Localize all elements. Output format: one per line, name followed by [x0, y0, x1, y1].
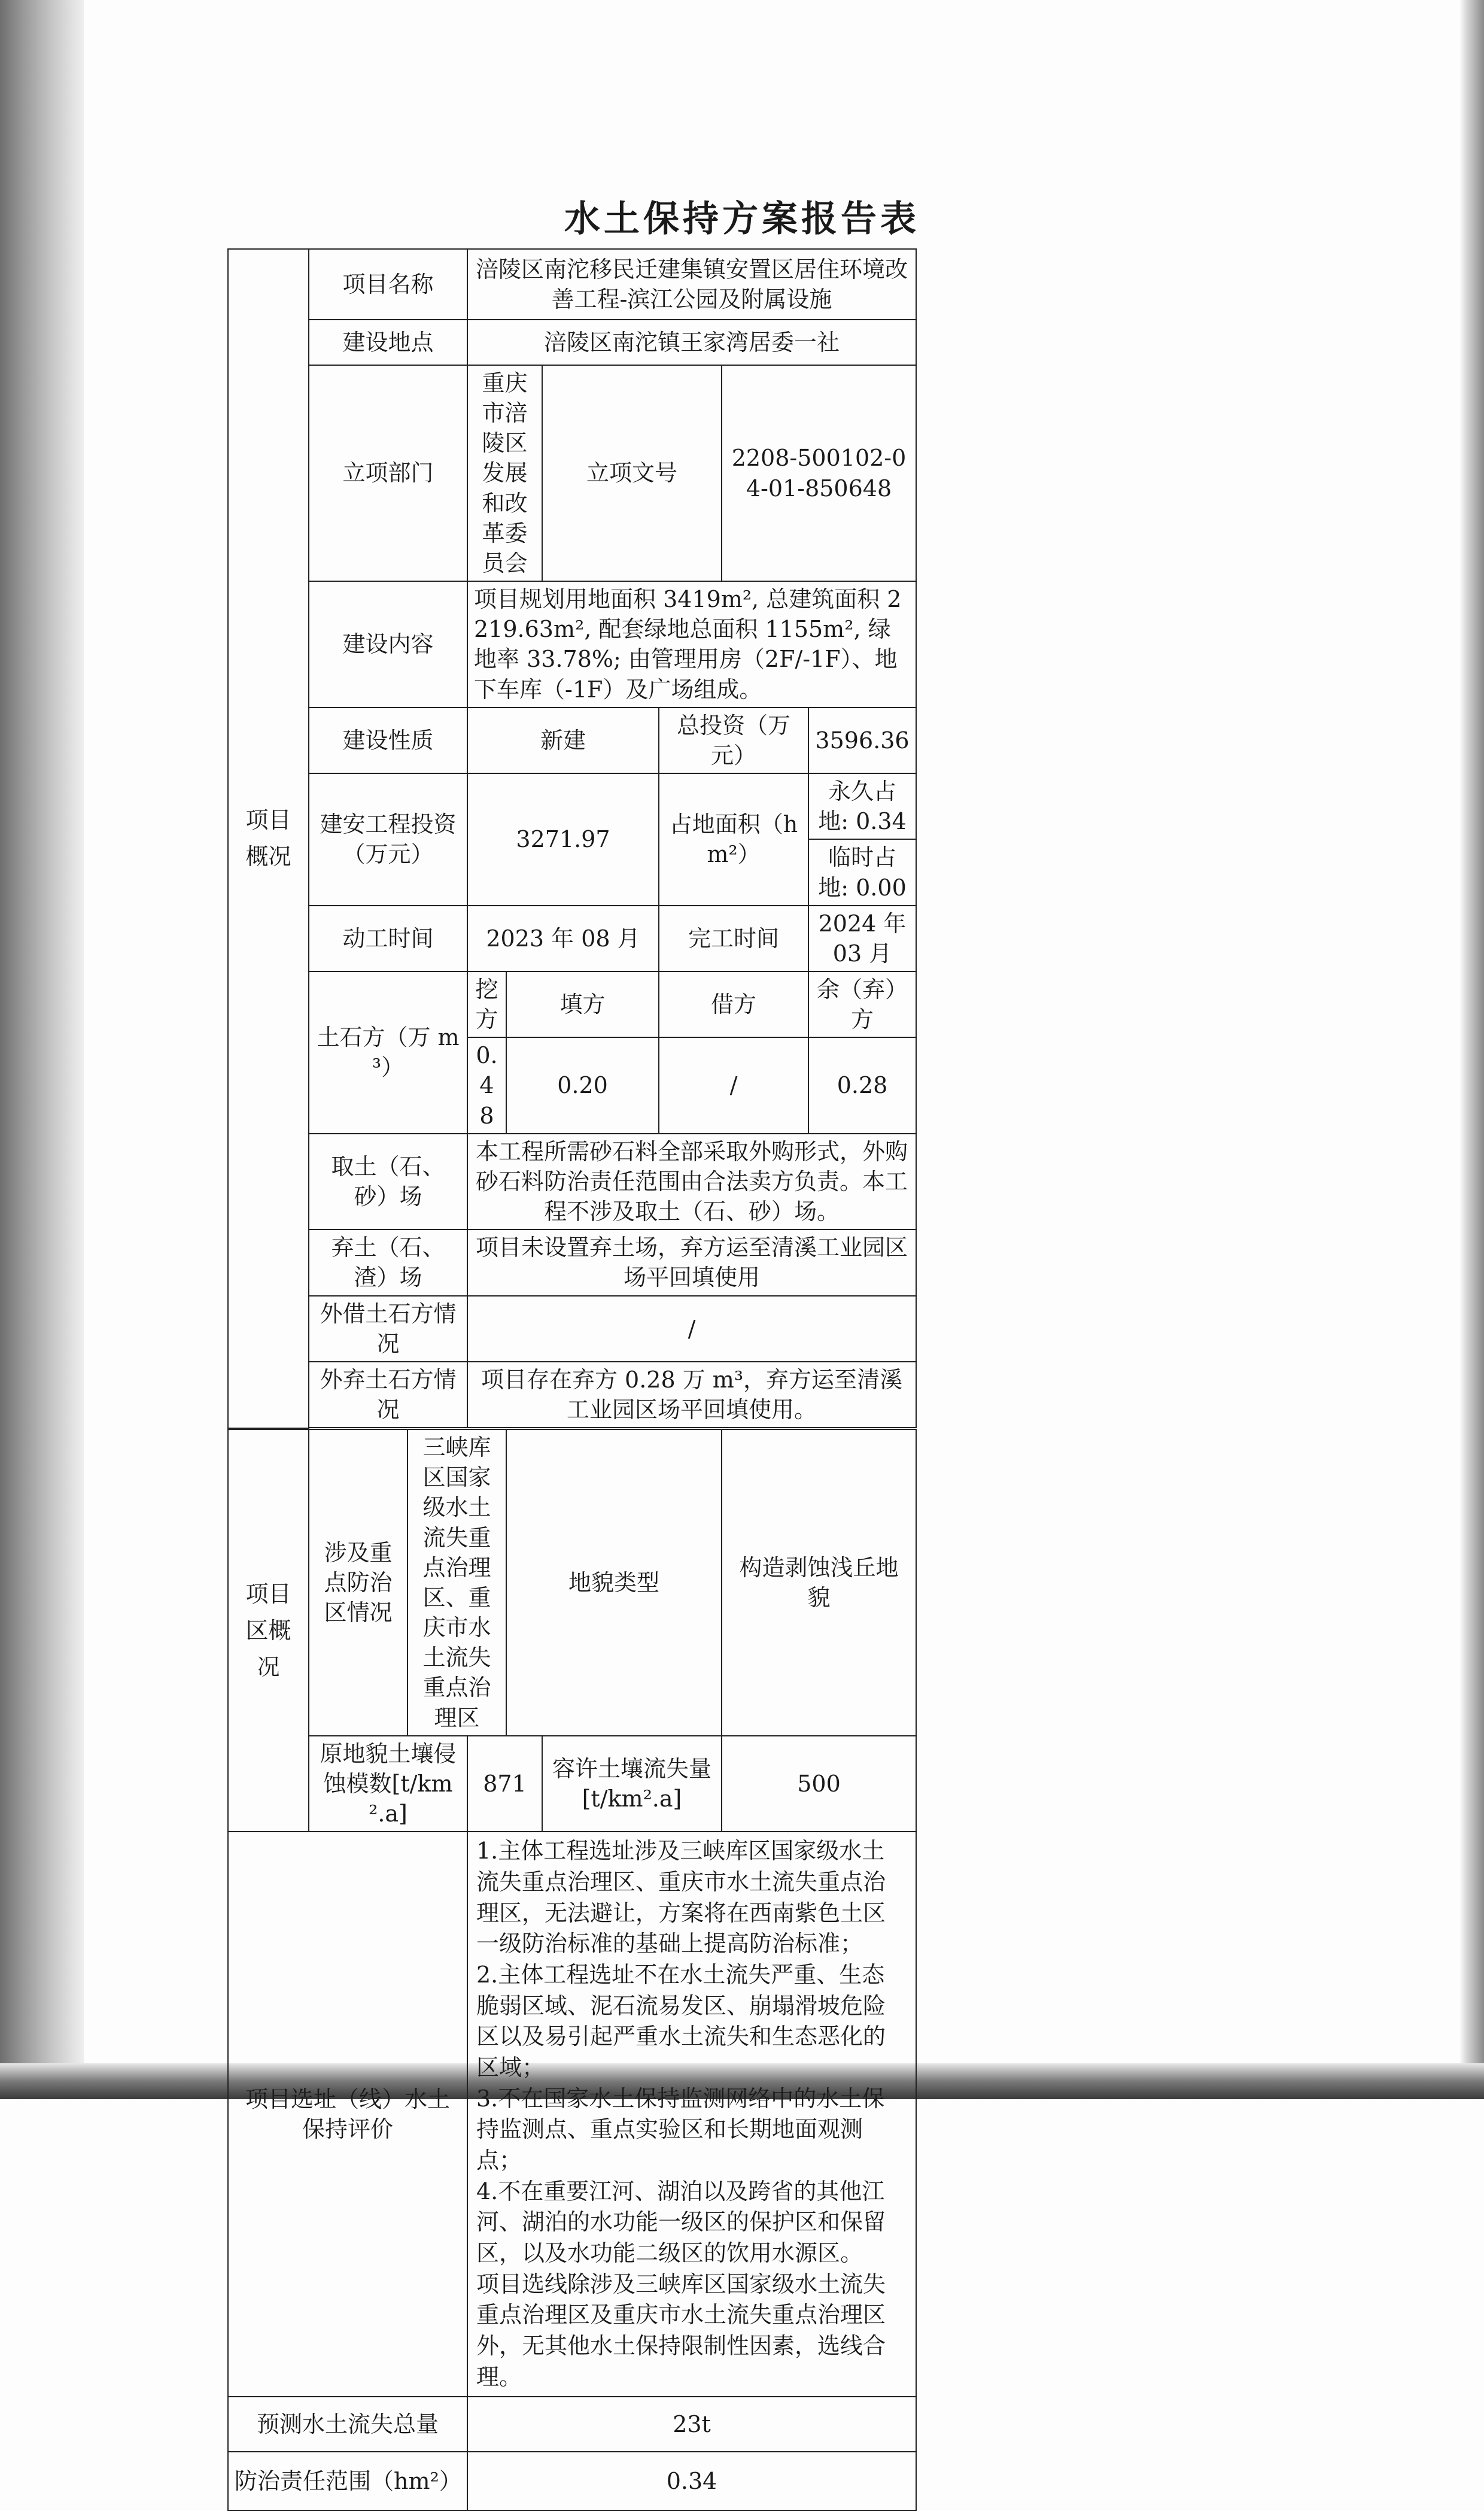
earthwork-label: 土石方（万 m³） [309, 971, 467, 1134]
report-table [227, 248, 917, 2511]
land-area-temporary: 临时占地: 0.00 [808, 839, 916, 905]
borrow-pit-value: 本工程所需砂石料全部采取外购形式，外购砂石料防治责任范围由合法卖方负责。本工程不涉及取土（石、砂）场。 [467, 1134, 916, 1229]
scan-shadow-left [0, 0, 84, 2099]
earthwork-value: / [659, 1037, 808, 1133]
external-spoil-value: 项目存在弃方 0.28 万 m³，弃方运至清溪工业园区场平回填使用。 [467, 1362, 916, 1428]
earthwork-header: 借方 [659, 971, 808, 1037]
site-evaluation-content [467, 1832, 916, 2397]
build-investment-label: 建安工程投资（万元） [309, 773, 467, 906]
end-value: 2024 年 03 月 [808, 906, 916, 971]
content-value: 项目规划用地面积 3419m², 总建筑面积 2219.63m², 配套绿地总面积 1155m², 绿地率 33.78%; 由管理用房（2F/-1F）、地下车库（-1F）及广场组成。 [467, 581, 916, 708]
project-name-value: 涪陵区南沱移民迁建集镇安置区居住环境改善工程-滨江公园及附属设施 [467, 249, 916, 320]
forecast-loss-value: 23t [467, 2397, 916, 2452]
site-evaluation-item: 3.不在国家水土保持监测网络中的水土保持监测点、重点实验区和长期地面观测点； [476, 2085, 885, 2173]
responsibility-scope-label: 防治责任范围（hm²） [228, 2452, 467, 2510]
spoil-site-value: 项目未设置弃土场，弃方运至清溪工业园区场平回填使用 [467, 1229, 916, 1295]
earthwork-value: 0.20 [506, 1037, 659, 1133]
location-label: 建设地点 [309, 320, 467, 365]
responsibility-scope-value: 0.34 [467, 2452, 916, 2510]
spoil-site-label: 弃土（石、渣）场 [309, 1229, 467, 1295]
allowed-loss-value: 500 [722, 1736, 916, 1832]
key-zone-value: 三峡库区国家级水土流失重点治理区、重庆市水土流失重点治理区 [408, 1429, 506, 1736]
site-evaluation-item: 2.主体工程选址不在水土流失严重、生态脆弱区域、泥石流易发区、崩塌滑坡危险区以及易引起严重水土流失和生态恶化的区域； [476, 1961, 886, 2081]
earthwork-header: 挖方 [467, 971, 506, 1037]
land-area-label: 占地面积（hm²） [659, 773, 808, 906]
end-label: 完工时间 [659, 906, 808, 971]
external-borrow-label: 外借土石方情况 [309, 1296, 467, 1362]
earthwork-value: 0.48 [467, 1037, 506, 1133]
category-area-overview: 项目区概况 [228, 1429, 309, 1832]
site-evaluation-label: 项目选址（线）水土保持评价 [228, 1832, 467, 2397]
location-value: 涪陵区南沱镇王家湾居委一社 [467, 320, 916, 365]
earthwork-header: 余（弃）方 [808, 971, 916, 1037]
site-evaluation-conclusion: 项目选线除涉及三峡库区国家级水土流失重点治理区及重庆市水土流失重点治理区外，无其他水土保持限制性因素，选线合理。 [476, 2270, 886, 2390]
dept-label: 立项部门 [309, 365, 467, 581]
total-investment-value: 3596.36 [808, 708, 916, 773]
start-label: 动工时间 [309, 906, 467, 971]
project-name-label: 项目名称 [309, 249, 467, 320]
earthwork-header: 填方 [506, 971, 659, 1037]
land-area-permanent: 永久占地: 0.34 [808, 773, 916, 839]
landform-label: 地貌类型 [506, 1429, 722, 1736]
site-evaluation-item: 4.不在重要江河、湖泊以及跨省的其他江河、湖泊的水功能一级区的保护区和保留区，以及水功能二级区的饮用水源区。 [476, 2178, 886, 2266]
external-borrow-value: / [467, 1296, 916, 1362]
docno-value: 2208-500102-04-01-850648 [722, 365, 916, 581]
external-spoil-label: 外弃土石方情况 [309, 1362, 467, 1428]
page-title: 水土保持方案报告表 [564, 198, 920, 240]
key-zone-label: 涉及重点防治区情况 [309, 1429, 408, 1736]
earthwork-value: 0.28 [808, 1037, 916, 1133]
forecast-loss-label: 预测水土流失总量 [228, 2397, 467, 2452]
allowed-loss-label: 容许土壤流失量[t/km².a] [542, 1736, 722, 1832]
docno-label: 立项文号 [542, 365, 722, 581]
content-label: 建设内容 [309, 581, 467, 708]
start-value: 2023 年 08 月 [467, 906, 659, 971]
nature-label: 建设性质 [309, 708, 467, 773]
erosion-modulus-value: 871 [467, 1736, 542, 1832]
erosion-modulus-label: 原地貌土壤侵蚀模数[t/km².a] [309, 1736, 467, 1832]
build-investment-value: 3271.97 [467, 773, 659, 906]
dept-value: 重庆市涪陵区发展和改革委员会 [467, 365, 542, 581]
borrow-pit-label: 取土（石、砂）场 [309, 1134, 467, 1229]
scan-shadow-right [1460, 0, 1484, 2099]
nature-value: 新建 [467, 708, 659, 773]
category-overview: 项目概况 [228, 249, 309, 1428]
site-evaluation-item: 1.主体工程选址涉及三峡库区国家级水土流失重点治理区、重庆市水土流失重点治理区，无法避让，方案将在西南紫色土区一级防治标准的基础上提高防治标准； [476, 1838, 886, 1957]
total-investment-label: 总投资（万元） [659, 708, 808, 773]
landform-value: 构造剥蚀浅丘地貌 [722, 1429, 916, 1736]
